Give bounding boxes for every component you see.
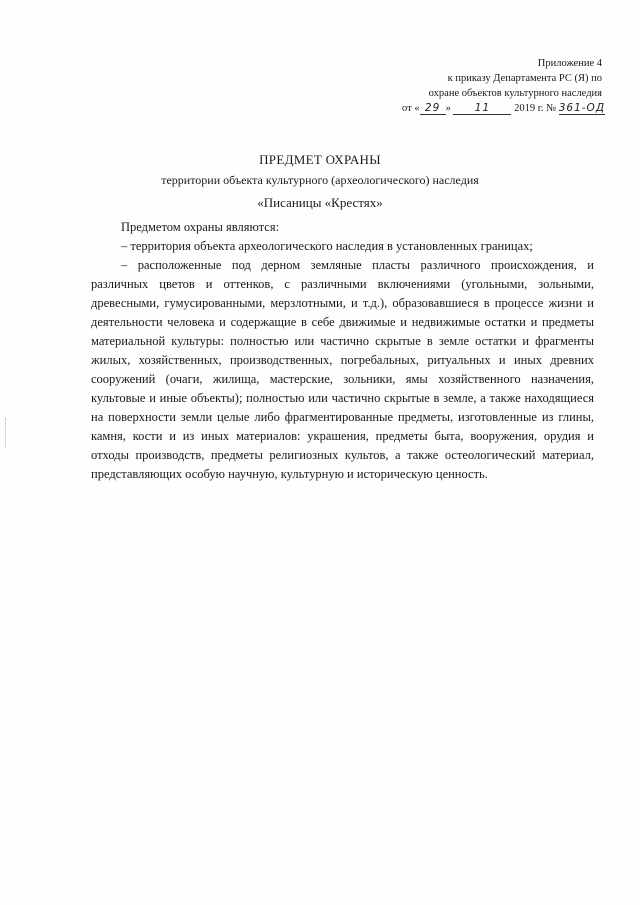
document-title-block xyxy=(0,150,640,213)
date-year: 2019 г. № xyxy=(514,103,557,114)
appendix-number: Приложение 4 xyxy=(537,58,602,69)
object-name: «Писаницы «Крестях» xyxy=(257,195,383,210)
appendix-department: охране объектов культурного наследия xyxy=(428,88,602,99)
document-body xyxy=(91,218,594,484)
scan-margin-mark xyxy=(5,418,7,448)
date-month: 11 xyxy=(453,102,511,115)
body-intro: Предметом охраны являются: xyxy=(121,220,280,234)
appendix-header xyxy=(402,56,606,116)
body-item-layers: – расположенные под дерном земляные пласты различного происхождения, и различных цветов и оттенков, с различными включениями (угольными, зольными, древесными, гумусированными, мерзлотными, и т.д.), образовавшиеся в процессе жизни и деятельности человека и содержащие в себе движимые и недвижимые остатки и предметы материальной культуры: полностью или частично скрытые в земле остатки и фрагменты жилых, хозяйственных, производственных, погребальных, ритуальных и иных древних сооружений (очаги, жилища, мастерские, зольники, ямы хозяйственного назначения, культовые и иные объекты); полностью или частично скрытые в земле, а также находящиеся на поверхности земли целые либо фрагментированные предметы, изготовленные из глины, камня, кости и из иных материалов: украшения, предметы быта, вооружения, орудия и отходы производств, предметы религиозных культов, а также остеологический материал, представляющих особую научную, культурную и историческую ценность. xyxy=(91,258,594,481)
appendix-order-ref: к приказу Департамента РС (Я) по xyxy=(447,73,602,84)
body-item-territory: – территория объекта археологического наследия в установленных границах; xyxy=(121,239,533,253)
document-title: ПРЕДМЕТ ОХРАНЫ xyxy=(259,152,381,167)
date-day: 29 xyxy=(420,102,446,115)
date-prefix: от « xyxy=(402,103,420,114)
appendix-date-line xyxy=(402,101,606,116)
document-subtitle: территории объекта культурного (археологического) наследия xyxy=(161,173,479,187)
order-number: 361-ОД xyxy=(558,102,606,114)
date-mid: » xyxy=(445,103,451,114)
